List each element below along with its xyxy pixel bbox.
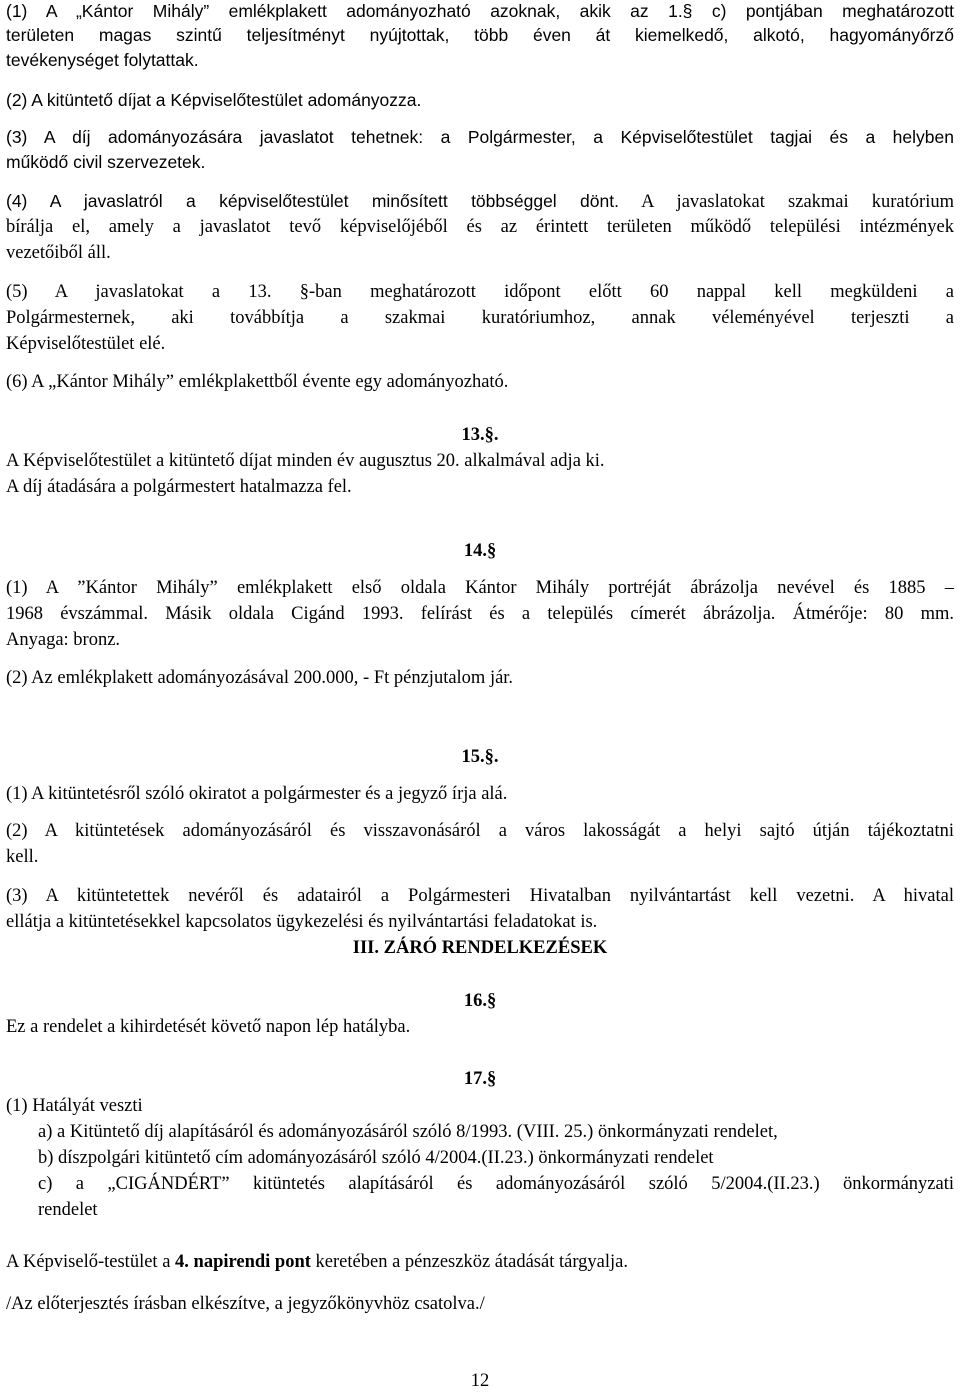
section-14-heading: 14.§ bbox=[463, 541, 497, 561]
section-13-line-2: A díj átadására a polgármestert hatalmazza fel. bbox=[6, 477, 352, 497]
section-17-item-b: b) díszpolgári kitüntető cím adományozásáról szóló 4/2004.(II.23.) önkormányzati rendelet bbox=[38, 1148, 714, 1168]
agenda-item-bold: 4. napirendi pont bbox=[175, 1252, 311, 1272]
section-17-line-1: (1) Hatályát veszti bbox=[6, 1096, 143, 1116]
paragraph-12-1-line-2: területen magas szintű teljesítményt nyújtottak, több éven át kiemelkedő, alkotó, hagyományőrző bbox=[6, 25, 954, 45]
paragraph-12-6: (6) A „Kántor Mihály” emlékplakettből évente egy adományozható. bbox=[6, 372, 509, 392]
paragraph-14-1-line-3: Anyaga: bronz. bbox=[6, 630, 121, 650]
paragraph-15-2-line-2: kell. bbox=[6, 847, 39, 867]
page-number: 12 bbox=[470, 1371, 490, 1391]
paragraph-12-1-line-1: (1) A „Kántor Mihály” emlékplakett adományozható azoknak, akik az 1.§ c) pontjában meghatározott bbox=[6, 1, 954, 21]
paragraph-14-1-line-1: (1) A ”Kántor Mihály” emlékplakett első oldala Kántor Mihály portréját ábrázolja nevével és 1885 – bbox=[6, 578, 954, 598]
section-17-item-a: a) a Kitüntető díj alapításáról és adományozásáról szóló 8/1993. (VIII. 25.) önkormányzati rendelet, bbox=[38, 1122, 778, 1142]
paragraph-12-4-line-3: vezetőiből áll. bbox=[6, 243, 111, 263]
paragraph-14-2: (2) Az emlékplakett adományozásával 200.000, - Ft pénzjutalom jár. bbox=[6, 668, 514, 688]
paragraph-15-3-line-2: ellátja a kitüntetésekkel kapcsolatos ügykezelési és nyilvántartási feladatokat is. bbox=[6, 912, 598, 932]
paragraph-12-5-line-1: (5) A javaslatokat a 13. §-ban meghatározott időpont előtt 60 nappal kell megküldeni a bbox=[6, 282, 954, 302]
paragraph-12-4-line-1 bbox=[6, 190, 954, 213]
paragraph-12-5-line-2: Polgármesternek, aki továbbítja a szakmai kuratóriumhoz, annak véleményével terjeszti a bbox=[6, 308, 954, 328]
section-17-item-c-line-1: c) a „CIGÁNDÉRT” kitüntetés alapításáról és adományozásáról szóló 5/2004.(II.23.) önkormányzati bbox=[38, 1174, 954, 1194]
paragraph-12-4-sentence-1: (4) A javaslatról a képviselőtestület minősített többséggel dönt. bbox=[6, 191, 619, 211]
paragraph-15-3-line-1: (3) A kitüntetettek nevéről és adatairól a Polgármesteri Hivatalban nyilvántartást kell vezetni. A hivatal bbox=[6, 886, 954, 906]
paragraph-12-3-line-1: (3) A díj adományozására javaslatot tehetnek: a Polgármester, a Képviselőtestület tagjai és a helyben bbox=[6, 127, 954, 147]
section-17-item-c-line-2: rendelet bbox=[38, 1200, 98, 1220]
paragraph-12-4-sentence-2: A javaslatokat szakmai kuratórium bbox=[618, 192, 954, 212]
paragraph-12-5-line-3: Képviselőtestület elé. bbox=[6, 334, 166, 354]
section-16-line-1: Ez a rendelet a kihirdetését követő napon lép hatályba. bbox=[6, 1017, 411, 1037]
agenda-text-pre: A Képviselő-testület a bbox=[6, 1252, 176, 1272]
paragraph-12-1-line-3: tevékenységet folytattak. bbox=[6, 50, 199, 70]
chapter-3-heading: III. ZÁRÓ RENDELKEZÉSEK bbox=[352, 938, 608, 958]
paragraph-12-3-line-2: működő civil szervezetek. bbox=[6, 152, 206, 172]
section-13-heading: 13.§. bbox=[461, 425, 499, 445]
paragraph-12-4-line-2: bírálja el, amely a javaslatot tevő képviselőjéből és az érintett területen működő települési intézmények bbox=[6, 217, 954, 237]
agenda-text-post: keretében a pénzeszköz átadását tárgyalja. bbox=[310, 1252, 628, 1272]
section-16-heading: 16.§ bbox=[463, 991, 497, 1011]
section-13-line-1: A Képviselőtestület a kitüntető díjat minden év augusztus 20. alkalmával adja ki. bbox=[6, 451, 605, 471]
paragraph-14-1-line-2: 1968 évszámmal. Másik oldala Cigánd 1993. felírást és a település címerét ábrázolja. Átmérője: 80 mm. bbox=[6, 604, 954, 624]
paragraph-15-2-line-1: (2) A kitüntetések adományozásáról és visszavonásáról a város lakosságát a helyi sajtó útján tájékoztatni bbox=[6, 821, 954, 841]
agenda-note: /Az előterjesztés írásban elkészítve, a jegyzőkönyvhöz csatolva./ bbox=[6, 1294, 485, 1314]
section-17-heading: 17.§ bbox=[463, 1069, 497, 1089]
paragraph-15-1: (1) A kitüntetésről szóló okiratot a polgármester és a jegyző írja alá. bbox=[6, 784, 508, 804]
paragraph-12-2: (2) A kitüntető díjat a Képviselőtestület adományozza. bbox=[6, 90, 422, 110]
agenda-line bbox=[6, 1251, 954, 1273]
section-15-heading: 15.§. bbox=[461, 747, 499, 767]
